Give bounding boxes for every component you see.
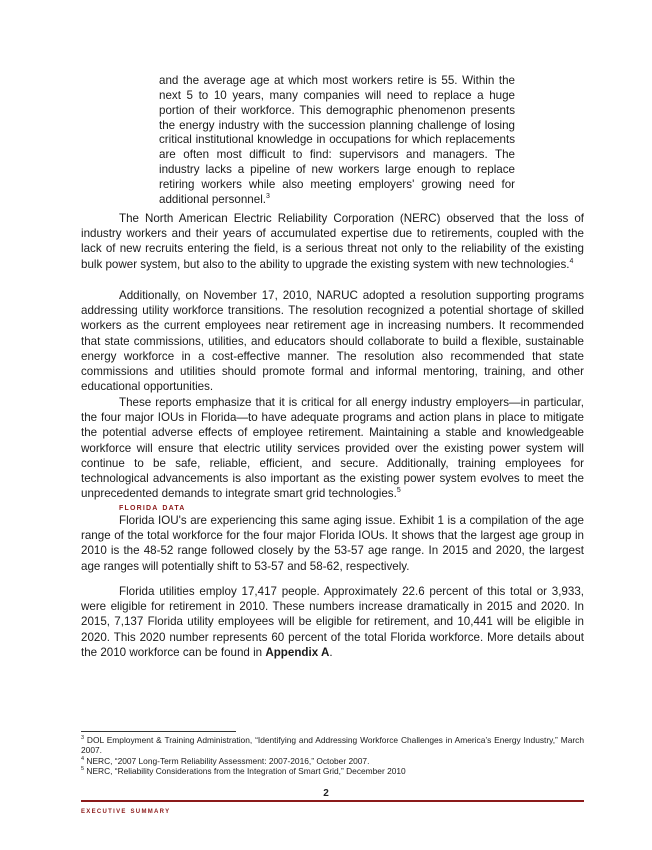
footnote-ref-3: 3 [266, 192, 270, 200]
paragraph-naruc: Additionally, on November 17, 2010, NARUC adopted a resolution supporting programs addressing utility workforce transitions. The resolution recognized a potential shortage of skilled workers as the current employees near retirement age in increasing numbers. It recommended that state commissions, utilities, and educators should collaborate to build a flexible, sustainable energy workforce in a cost-effective manner. The resolution also recommended that state commissions and utilities should promote formal and informal mentoring, training, and other educational opportunities. [81, 289, 584, 394]
footnote-3-text: DOL Employment & Training Administration, “Identifying and Addressing Workforce Challenges in America’s Energy Industry,” March 2007. [81, 735, 584, 756]
section-heading-florida-data: florida data [119, 502, 186, 513]
footnote-3-number: 3 [81, 735, 85, 742]
block-quote-text: and the average age at which most workers retire is 55. Within the next 5 to 10 years, many companies will need to replace a huge portion of their workforce. This demographic phenomenon presents the energy industry with the succession planning challenge of losing critical institutional knowledge in occupations for which replacements are often most difficult to find: supervisors and managers. The industry lacks a pipeline of new workers large enough to replace retiring workers while also meeting employers' growing need for additional personnel. [159, 74, 515, 206]
paragraph-end-period: . [329, 645, 333, 659]
footnote-ref-4: 4 [569, 257, 574, 265]
footnote-4-number: 4 [81, 756, 85, 763]
footer-divider [81, 800, 584, 802]
appendix-a-reference: Appendix A [265, 645, 330, 659]
paragraph-nerc-text: The North American Electric Reliability Corporation (NERC) observed that the loss of industry workers and their years of accumulated expertise due to retirements, coupled with the lack of new recruits entering the field, is a serious threat not only to the reliability of the existing bulk power system, but also to the ability to upgrade the existing system with new technologies. [81, 212, 584, 271]
footer-section-label: executive summary [81, 805, 171, 815]
footnote-ref-5: 5 [396, 487, 401, 495]
footnote-3 [81, 735, 584, 756]
paragraph-nerc [81, 211, 584, 272]
paragraph-florida-aging: Florida IOU's are experiencing this same aging issue. Exhibit 1 is a compilation of the age range of the total workforce for the four major Florida IOUs. It shows that the largest age group in 2010 is the 48-52 range followed closely by the 53-57 age range. In 2015 and 2020, the largest age ranges will potentially shift to 53-57 and 58-62, respectively. [81, 514, 584, 573]
paragraph-reports-text: These reports emphasize that it is critical for all energy industry employers—in particular, the four major IOUs in Florida—to have adequate programs and action plans in place to mitigate the potential adverse effects of employee retirement. Maintaining a stable and knowledgeable workforce will ensure that electric utility services provided over the existing power system will continue to be safe, reliable, efficient, and secure. Additionally, training employees for technological advancements is also important as the existing power system evolves to meet the unprecedented demands to integrate smart grid technologies. [81, 396, 584, 501]
footnote-4-text: NERC, “2007 Long-Term Reliability Assessment: 2007-2016,” October 2007. [84, 755, 370, 766]
block-quote [159, 74, 515, 208]
paragraph-florida-employment [81, 584, 584, 660]
footnote-5-number: 5 [81, 766, 85, 773]
footnote-divider [81, 731, 236, 732]
footnote-5 [81, 766, 584, 776]
paragraph-florida-employment-text: Florida utilities employ 17,417 people. Approximately 22.6 percent of this total or 3,933, were eligible for retirement in 2010. These numbers increase dramatically in 2015 and 2020. In 2015, 7,137 Florida utility employees will be eligible for retirement, and 10,441 will be eligible in 2020. This 2020 number represents 60 percent of the total Florida workforce. More details about the 2010 workforce can be found in [81, 585, 584, 659]
page-number: 2 [323, 788, 329, 799]
paragraph-reports [81, 395, 584, 501]
footnotes [81, 735, 584, 777]
footnote-5-text: NERC, “Reliability Considerations from the Integration of Smart Grid,” December 2010 [84, 766, 406, 777]
footnote-4 [81, 756, 584, 766]
